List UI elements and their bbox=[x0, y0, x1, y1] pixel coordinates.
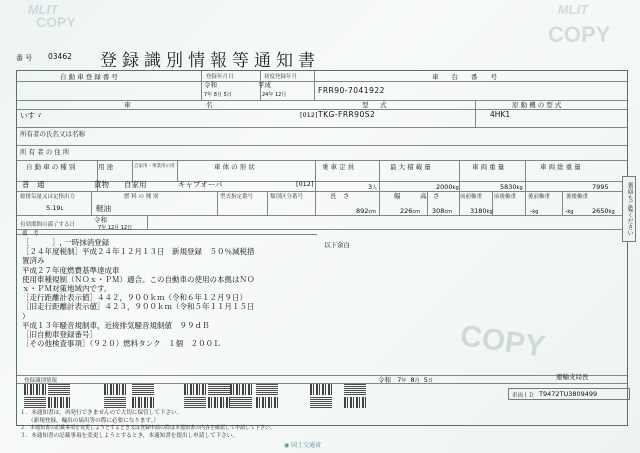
model-code: [012] bbox=[300, 111, 318, 119]
weight-value: 5830kg bbox=[500, 183, 523, 191]
rear-front-axle-value: -kg bbox=[565, 207, 574, 215]
body-label: 車 体 の 形 状 bbox=[214, 163, 255, 171]
remark-line: 平成１３年騒音規制車，近接排気騒音規制値 ９９ｄＢ bbox=[22, 320, 210, 330]
remark-line: ） bbox=[22, 311, 30, 321]
displacement-label: 総排気量又は定格出力 bbox=[20, 194, 76, 200]
front-rear-axle-label: 前後軸重 bbox=[494, 194, 517, 200]
displacement-value: 5.19L bbox=[46, 204, 64, 212]
model-label: 型 bbox=[362, 101, 369, 109]
ministry-icon: ◉ bbox=[284, 442, 290, 449]
footer-note: （新規登録，輸出の届出等の際に必要になります。） bbox=[28, 417, 160, 424]
remarks-block bbox=[22, 238, 255, 348]
remark-line: ［走行距離計表示値］４４２，９００ｋｍ（令和６年１２月９日） bbox=[22, 293, 247, 303]
height-label: 高 さ bbox=[420, 192, 440, 200]
first-reg-era: 平成 bbox=[258, 81, 271, 89]
remark-line: 置済み bbox=[22, 256, 45, 266]
expiry-label: 有効期間の満了する日 bbox=[20, 222, 76, 228]
fuel-value: 軽油 bbox=[96, 204, 111, 213]
first-reg-date: 24年 12月 bbox=[262, 92, 287, 98]
remark-line: 使用車種規制（ＮＯｘ・ＰＭ）適合。この自動車の使用の本拠はＮＯ bbox=[22, 274, 255, 284]
fuel-label: 燃 料 の 種 別 bbox=[124, 194, 159, 200]
watermark-mlit-left: MLIT bbox=[26, 2, 60, 17]
gross-weight-value: 7995 bbox=[592, 183, 609, 191]
rear-rear-axle-label: 後後軸重 bbox=[566, 194, 589, 200]
issue-date: 令和 7年 8月 5日 bbox=[378, 376, 433, 384]
footer-notes bbox=[20, 410, 275, 440]
car-id-label: 車両ＩＤ bbox=[512, 393, 535, 399]
remarks-label: 備 考 bbox=[22, 231, 39, 237]
expiry-date: 7年 12月 12日 bbox=[98, 225, 133, 231]
first-reg-label: 初度登録年月 bbox=[264, 74, 298, 80]
model-label-2: 式 bbox=[380, 101, 387, 109]
name-label: 名 bbox=[206, 101, 213, 109]
chassis-number: FRR90-7041922 bbox=[318, 86, 385, 95]
owner-address-label: 所 有 者 の 住 所 bbox=[20, 148, 70, 156]
weight-label: 車 両 重 量 bbox=[472, 163, 505, 171]
front-rear-axle-value: -kg bbox=[530, 207, 539, 215]
max-load-value: 2000kg bbox=[436, 183, 459, 191]
watermark-copy-left: COPY bbox=[36, 14, 76, 30]
footer-note: ２．本通知書の記載事項を変更しようとするとき又は登録申請の際は本通知書の内容を確認して申請して下さい。 bbox=[20, 425, 276, 431]
remark-line: 平成２７年度燃費基準達成車 bbox=[22, 265, 120, 275]
kind-value: 普 通 bbox=[22, 180, 45, 189]
maker-value: いすゞ bbox=[20, 111, 43, 120]
remark-line: ［旧走行距離計表示値］４２３，９００ｋｍ（令和５年１１月１５日 bbox=[22, 302, 255, 312]
reg-number-label: 自 動 車 登 録 番 号 bbox=[60, 73, 118, 81]
front-front-axle-label: 前前軸重 bbox=[460, 194, 483, 200]
use-label: 用 途 bbox=[98, 163, 114, 171]
front-front-axle-value: 3180kg bbox=[470, 207, 493, 215]
reg-date-label: 登録年月日 bbox=[206, 74, 234, 80]
car-id-box bbox=[508, 388, 630, 400]
watermark-copy-right: COPY bbox=[548, 22, 611, 47]
private-label: 自家用・事業用の別 bbox=[134, 164, 175, 169]
remarks-right: 以下余白 bbox=[324, 241, 350, 249]
model-value: TKG-FRR90S2 bbox=[318, 110, 376, 119]
remark-line: ［旧自動車登録番号］ bbox=[22, 330, 97, 340]
width-label: 幅 bbox=[394, 192, 401, 200]
chassis-label: 車 台 番 号 bbox=[432, 73, 497, 81]
body-value: キャブオーバ bbox=[178, 180, 223, 189]
number-label: 番 号 bbox=[16, 54, 33, 62]
use-value: 貨物 bbox=[94, 180, 109, 189]
reg-date: 7年 8月 5日 bbox=[204, 92, 232, 98]
capacity-label: 乗 車 定 員 bbox=[322, 163, 355, 171]
id-info-label: 登録識別情報 bbox=[24, 378, 58, 384]
ministry-name: 国土交通省 bbox=[291, 442, 322, 449]
owner-name-label: 所有者の氏名又は名称 bbox=[20, 130, 85, 138]
engine-label: 原 動 機 の 型 式 bbox=[512, 101, 562, 109]
rear-rear-axle-value: 2650kg bbox=[592, 207, 615, 215]
class-number-label: 類別区分番号 bbox=[270, 194, 304, 200]
reg-date-era: 令和 bbox=[204, 81, 217, 89]
page-title: 登録識別情報等通知書 bbox=[100, 51, 320, 71]
remark-line: ［２４年度税制］平成２４年１２月１３日 新規登録 ５０％減税措 bbox=[22, 247, 255, 257]
watermark-copy-center: COPY bbox=[458, 319, 547, 364]
rear-front-axle-label: 後前軸重 bbox=[528, 194, 551, 200]
document-number: 03462 bbox=[48, 52, 72, 61]
remark-line: ［ ］, 一時抹消登録 bbox=[22, 238, 110, 247]
footer-note: １．本通知書は，再発行できませんので大切に保管して下さい。 bbox=[20, 410, 183, 416]
remark-line: ｘ・ＰＭ対策地域内です。 bbox=[22, 284, 112, 294]
expiry-era: 令和 bbox=[94, 216, 107, 224]
type-number-label: 型式指定番号 bbox=[220, 194, 254, 200]
private-value: 自家用 bbox=[124, 180, 147, 189]
max-load-label: 最 大 積 載 量 bbox=[390, 163, 431, 171]
footer-note: ３．本通知書の記載事項を変更しようとするとき，本通知書を提出し申請して下さい。 bbox=[20, 432, 238, 439]
engine-value: 4HK1 bbox=[490, 110, 511, 119]
ministry-logo bbox=[284, 440, 321, 449]
car-id-value: T9472TU3809499 bbox=[539, 390, 598, 398]
watermark-mlit-right: MLIT bbox=[556, 2, 590, 17]
length-label: 長 さ bbox=[330, 192, 350, 200]
maker-label: 車 bbox=[124, 101, 131, 109]
side-tab-see-reverse: 裏面もご覧ください bbox=[622, 176, 636, 242]
height-value: 308cm bbox=[432, 207, 453, 215]
remark-line: ［その他検査事項］（９２０）燃料タンク １個 ２００Ｌ bbox=[22, 339, 221, 349]
gross-weight-label: 車 両 総 重 量 bbox=[540, 163, 581, 171]
length-value: 892cm bbox=[356, 207, 377, 215]
body-code: [012] bbox=[296, 180, 314, 188]
width-value: 226cm bbox=[400, 207, 421, 215]
office-name: 運輸支局長 bbox=[556, 373, 589, 381]
capacity-value: 3人 bbox=[368, 183, 378, 191]
kind-label: 自 動 車 の 種 別 bbox=[26, 163, 76, 171]
